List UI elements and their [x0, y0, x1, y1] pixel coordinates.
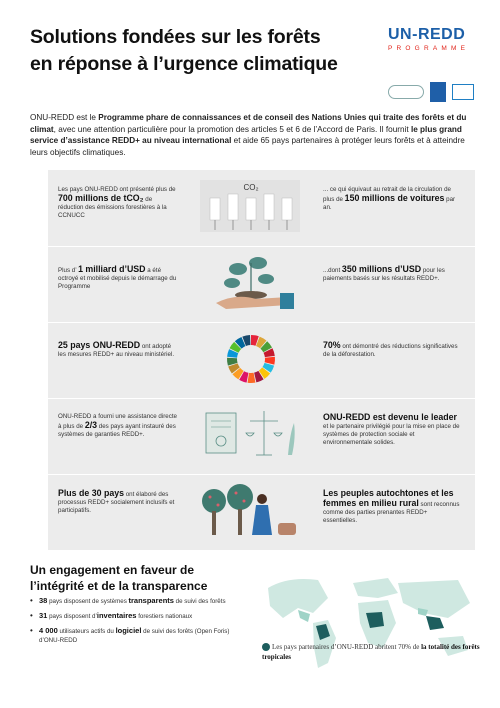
- fao-logo-icon: [388, 85, 424, 99]
- stat-right: [323, 341, 463, 359]
- intro-text-2: , avec une attention particulière pour la promotion des articles 5 et 6 de l’Accord de Paris. Il fournit: [53, 124, 411, 134]
- intro-paragraph: [30, 112, 470, 158]
- unep-logo-icon: [452, 84, 474, 100]
- stat-text: ont adopté les mesures REDD+ au niveau ministériel.: [58, 343, 175, 358]
- stat-text: de réduction des émissions forestières à la CCNUCC: [58, 196, 167, 219]
- stat-text: ont démontré des réductions significatives de la déforestation.: [323, 343, 458, 358]
- stat-row-safeguards: [48, 398, 475, 470]
- list-text: pays disposent d’: [47, 613, 97, 620]
- stat-figure: Les peuples autochtones et les femmes en milieu rural: [323, 488, 454, 508]
- stat-right: [323, 186, 463, 212]
- stat-figure: Plus de 30 pays: [58, 488, 125, 498]
- list-item: [30, 626, 230, 645]
- section-title-line-1: Un engagement en faveur de: [30, 563, 195, 577]
- stat-figure: ONU-REDD est devenu le leader: [323, 412, 457, 422]
- list-bold: inventaires: [96, 611, 137, 620]
- un-redd-logo: [388, 26, 478, 52]
- map-caption-bold: la totalité des forêts tropicales: [262, 643, 480, 661]
- stat-text: Les pays ONU-REDD ont présenté plus de: [58, 186, 176, 193]
- stat-text: par an.: [323, 196, 456, 211]
- stat-figure: 700 millions de tCO₂: [58, 193, 144, 203]
- stat-figure: 70%: [323, 340, 341, 350]
- stat-text: Plus d’: [58, 267, 79, 274]
- stat-figure: 25 pays ONU-REDD: [58, 340, 141, 350]
- logo-sub: PROGRAMME: [388, 45, 470, 52]
- page-title: [30, 24, 360, 78]
- undp-logo-icon: [430, 82, 446, 102]
- stat-text: sont reconnus comme des parties prenantes REDD+ essentielles.: [323, 501, 460, 524]
- stat-text: ONU-REDD a fourni une assistance directe à plus de: [58, 413, 177, 430]
- list-text: de suivi des forêts: [173, 598, 226, 605]
- stat-row-ministerial: [48, 322, 475, 394]
- stat-text: a été octroyé et mobilisé depuis le démarrage du Programme: [58, 267, 177, 290]
- stat-row-emissions: [48, 170, 475, 242]
- list-item: [30, 596, 230, 606]
- stat-left: [58, 186, 178, 220]
- stat-text: ont élaboré des processus REDD+ socialement inclusifs et participatifs.: [58, 491, 175, 514]
- stat-right: [323, 413, 463, 447]
- stat-left: [58, 489, 178, 515]
- list-text: forestiers nationaux: [136, 613, 193, 620]
- sdg-wheel-segment: [248, 373, 256, 383]
- list-text: pays disposent de systèmes: [47, 598, 129, 605]
- stat-text: ... ce qui équivaut au retrait de la circulation de plus de: [323, 186, 451, 203]
- stat-figure: 1 milliard d’USD: [78, 264, 146, 274]
- partner-logos: [388, 82, 478, 102]
- logo-main: UN-REDD: [388, 26, 466, 43]
- stat-text: ...dont: [323, 267, 342, 274]
- section-title: [30, 562, 230, 594]
- stat-figure: 2/3: [84, 420, 98, 430]
- list-figure: 4 000: [39, 626, 58, 635]
- stat-row-inclusive: [48, 474, 475, 546]
- list-text: de suivi des forêts (Open Foris) d’ONU-REDD: [39, 628, 230, 644]
- legend-dot-icon: [262, 643, 270, 651]
- stat-text: pour les paiements basés sur les résultats REDD+.: [323, 267, 445, 282]
- list-text: utilisateurs actifs du: [57, 628, 116, 635]
- list-bold: transparents: [128, 596, 174, 605]
- stat-left: [58, 413, 178, 439]
- intro-text-1: ONU-REDD est le: [30, 113, 99, 122]
- stat-text: et le partenaire privilégié pour la mise en place de systèmes de protection sociale et environnementale solides.: [323, 423, 460, 446]
- map-caption-text: Les pays partenaires d’ONU-REDD abritent 70% de: [272, 643, 422, 651]
- sdg-wheel-icon: [196, 327, 306, 391]
- list-bold: logiciel: [115, 626, 142, 635]
- stat-figure: 150 millions de voitures: [344, 193, 445, 203]
- stat-text: des pays ayant instauré des systèmes de garanties REDD+.: [58, 423, 176, 438]
- section-title-line-2: l’intégrité et de la transparence: [30, 579, 208, 593]
- title-line-1: Solutions fondées sur les forêts: [30, 26, 321, 48]
- list-figure: 31: [39, 611, 48, 620]
- forest-co2-illustration: [196, 174, 306, 238]
- hand-plant-illustration: [196, 251, 306, 315]
- stat-figure: 350 millions d’USD: [341, 264, 422, 274]
- transparency-list: [30, 596, 230, 650]
- community-illustration: [196, 479, 306, 543]
- stat-left: [58, 341, 178, 359]
- intro-bold-1: Programme phare de connaissances et de conseil des Nations Unies qui traite des forêts et du climat: [30, 113, 467, 134]
- safeguards-illustration: [196, 403, 306, 467]
- intro-text-3: et aide 65 pays partenaires à protéger leurs forêts et à atteindre leurs objectifs climatiques.: [30, 136, 465, 157]
- stat-right: [323, 265, 463, 283]
- co2-label: CO₂: [243, 183, 259, 192]
- intro-bold-2: le plus grand service d’assistance REDD+ au niveau international: [30, 124, 462, 145]
- map-caption: [262, 642, 482, 662]
- title-line-2: en réponse à l’urgence climatique: [30, 53, 338, 75]
- stat-left: [58, 265, 178, 291]
- list-figure: 38: [39, 596, 48, 605]
- stat-right: [323, 489, 463, 525]
- stat-row-funding: [48, 246, 475, 318]
- list-item: [30, 611, 230, 621]
- stats-panel: [48, 170, 475, 550]
